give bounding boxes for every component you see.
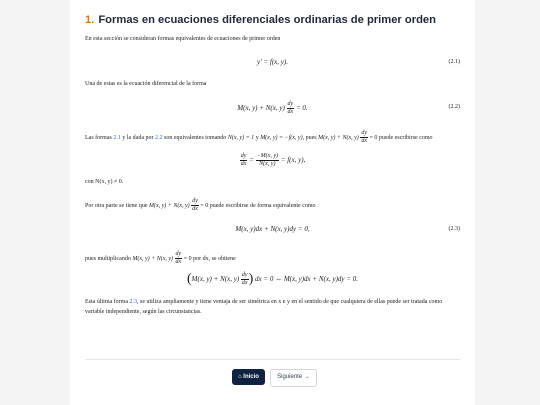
paragraph-5: Por otra parte se tiene que M(x, y) + N(x, y) $\frac{dy}{dx}$ = 0 puede escribirse de forma equivalente como	[85, 198, 316, 212]
section-number: 1.	[85, 14, 95, 26]
paragraph-7	[85, 297, 460, 317]
paragraph-7-text-b: , se utiliza ampliamente y tiene ventaja de ser simétrica en x e y en el sentido de que cualquiera de ellas puede ser tratada como variable independiente, según las circunstancias.	[85, 299, 443, 315]
paragraph-7-text-a: Esta última forma	[85, 299, 130, 305]
equation-2-1	[85, 56, 460, 68]
equation-dy-dx: $\frac{dy}{dx}$ = $\frac{-M(x, y)}{N(x, y)}$ = f(x, y),	[240, 153, 306, 167]
paragraph-6-text-b: por dx, se obtiene	[191, 255, 236, 262]
equation-2-3-body: M(x, y)dx + N(x, y)dy = 0,	[235, 225, 310, 233]
equation-multiplied: (M(x, y) + N(x, y) $\frac{dy}{dx}$ ) dx = 0 ⇔ M(x, y)dx + N(x, y)dy = 0.	[187, 271, 358, 287]
equation-2-2	[85, 101, 460, 116]
equation-2-1-body: y′ = f(x, y).	[257, 58, 288, 66]
equation-2-2-tag: (2.2)	[448, 104, 460, 110]
paragraph-3: Las formas 2.1 y la dada por 2.2 son equivalentes tomando N(x, y) = 1 y M(x, y) = −f(x, y), pues M(x, y) + N(x, y) $\frac{dy}{dx}$ = 0 puede escribirse como	[85, 130, 433, 144]
next-button[interactable]: Siguiente →	[270, 369, 317, 387]
section-title: Formas en ecuaciones diferenciales ordinarias de primer orden	[98, 14, 436, 26]
paragraph-6: pues multiplicando M(x, y) + N(x, y) $\frac{dy}{dx}$ = 0 por dx, se obtiene	[85, 251, 236, 265]
paragraph-intro: En esta sección se consideran formas equivalentes de ecuaciones de primer orden	[85, 36, 281, 42]
paragraph-3-text-b: y la dada por	[120, 134, 155, 141]
paragraph-4: con N(x, y) ≠ 0.	[85, 179, 124, 185]
paragraph-3-text-d: puede escribirse como	[377, 134, 433, 141]
equation-2-3-tag: (2.3)	[448, 226, 460, 232]
ref-2-1-link[interactable]: 2.1	[113, 134, 121, 141]
paragraph-5-text-b: puede escribirse de forma equivalente como	[208, 202, 316, 209]
home-button[interactable]: ⌂ Inicio	[232, 369, 265, 385]
paragraph-2: Una de estas es la ecuación diferencial de la forma	[85, 81, 207, 87]
footer-divider	[85, 359, 460, 360]
paragraph-3-text-c: son equivalentes tomando	[162, 134, 228, 141]
ref-2-3-link[interactable]: 2.3	[129, 299, 137, 305]
ref-2-2-link[interactable]: 2.2	[154, 134, 163, 141]
equation-2-1-tag: (2.1)	[448, 59, 460, 65]
content	[85, 12, 460, 317]
equation-2-3	[85, 223, 460, 235]
paragraph-3-text-a: Las formas	[85, 134, 114, 141]
paragraph-5-text-a: Por otra parte se tiene que	[85, 202, 149, 209]
paragraph-6-text-a: pues multiplicando	[85, 255, 133, 262]
equation-2-2-body: M(x, y) + N(x, y) $\frac{dy}{dx}$ = 0.	[237, 101, 308, 115]
section-heading	[85, 12, 460, 28]
document-page	[70, 0, 475, 405]
